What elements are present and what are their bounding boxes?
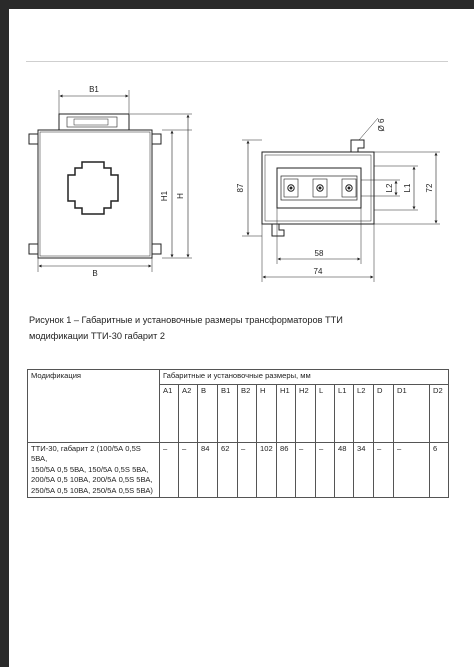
col-header: L bbox=[316, 385, 335, 443]
dim-87-label: 87 bbox=[236, 183, 245, 193]
dims-header: Габаритные и установочные размеры, мм bbox=[160, 370, 449, 385]
dim-72-label: 72 bbox=[425, 183, 434, 193]
col-header: H2 bbox=[296, 385, 316, 443]
value-cell: 48 bbox=[335, 443, 354, 498]
dim-b-label: B bbox=[92, 269, 98, 278]
value-cell: 84 bbox=[198, 443, 218, 498]
dim-74-label: 74 bbox=[313, 267, 323, 276]
caption-line-1: Рисунок 1 – Габаритные и установочные размеры трансформаторов ТТИ bbox=[29, 315, 343, 325]
col-header: H1 bbox=[277, 385, 296, 443]
col-header: L1 bbox=[335, 385, 354, 443]
modification-header: Модификация bbox=[28, 370, 160, 443]
value-cell: 6 bbox=[430, 443, 449, 498]
value-cell: – bbox=[394, 443, 430, 498]
value-cell: – bbox=[296, 443, 316, 498]
col-header: D bbox=[374, 385, 394, 443]
table-row bbox=[28, 443, 449, 498]
col-header: B1 bbox=[218, 385, 238, 443]
row-name-line: 250/5А 0,5 10ВА, 250/5А 0,5S 5ВА) bbox=[31, 485, 153, 495]
col-header: B bbox=[198, 385, 218, 443]
row-name-cell bbox=[28, 443, 160, 498]
col-header: L2 bbox=[354, 385, 374, 443]
dim-l1-label: L1 bbox=[403, 183, 412, 193]
value-cell: 62 bbox=[218, 443, 238, 498]
dim-h1-label: H1 bbox=[160, 190, 169, 202]
value-cell: 34 bbox=[354, 443, 374, 498]
value-cell: – bbox=[179, 443, 198, 498]
side-view bbox=[242, 118, 440, 282]
figure-caption bbox=[29, 312, 449, 344]
caption-line-2: модификации ТТИ-30 габарит 2 bbox=[29, 331, 166, 341]
dim-d2-label: Ø 6 bbox=[377, 118, 386, 132]
value-cell: – bbox=[374, 443, 394, 498]
value-cell: 86 bbox=[277, 443, 296, 498]
dimensions-table bbox=[27, 369, 449, 498]
col-header: H bbox=[257, 385, 277, 443]
row-name-line: ТТИ-30, габарит 2 (100/5А 0,5S 5ВА, bbox=[31, 444, 141, 464]
front-view bbox=[29, 90, 192, 272]
col-header: D2 bbox=[430, 385, 449, 443]
col-header: B2 bbox=[238, 385, 257, 443]
value-cell: 102 bbox=[257, 443, 277, 498]
dim-58-label: 58 bbox=[314, 249, 324, 258]
col-header: A2 bbox=[179, 385, 198, 443]
row-name-line: 150/5А 0,5 5ВА, 150/5А 0,5S 5ВА, bbox=[31, 464, 149, 474]
col-header: D1 bbox=[394, 385, 430, 443]
dim-h-label: H bbox=[176, 193, 185, 199]
col-header: A1 bbox=[160, 385, 179, 443]
row-name-line: 200/5А 0,5 10ВА, 200/5А 0,5S 5ВА, bbox=[31, 475, 153, 485]
dim-b1-label: B1 bbox=[89, 85, 99, 94]
value-cell: – bbox=[160, 443, 179, 498]
dim-l2-label: L2 bbox=[385, 183, 394, 193]
value-cell: – bbox=[316, 443, 335, 498]
value-cell: – bbox=[238, 443, 257, 498]
